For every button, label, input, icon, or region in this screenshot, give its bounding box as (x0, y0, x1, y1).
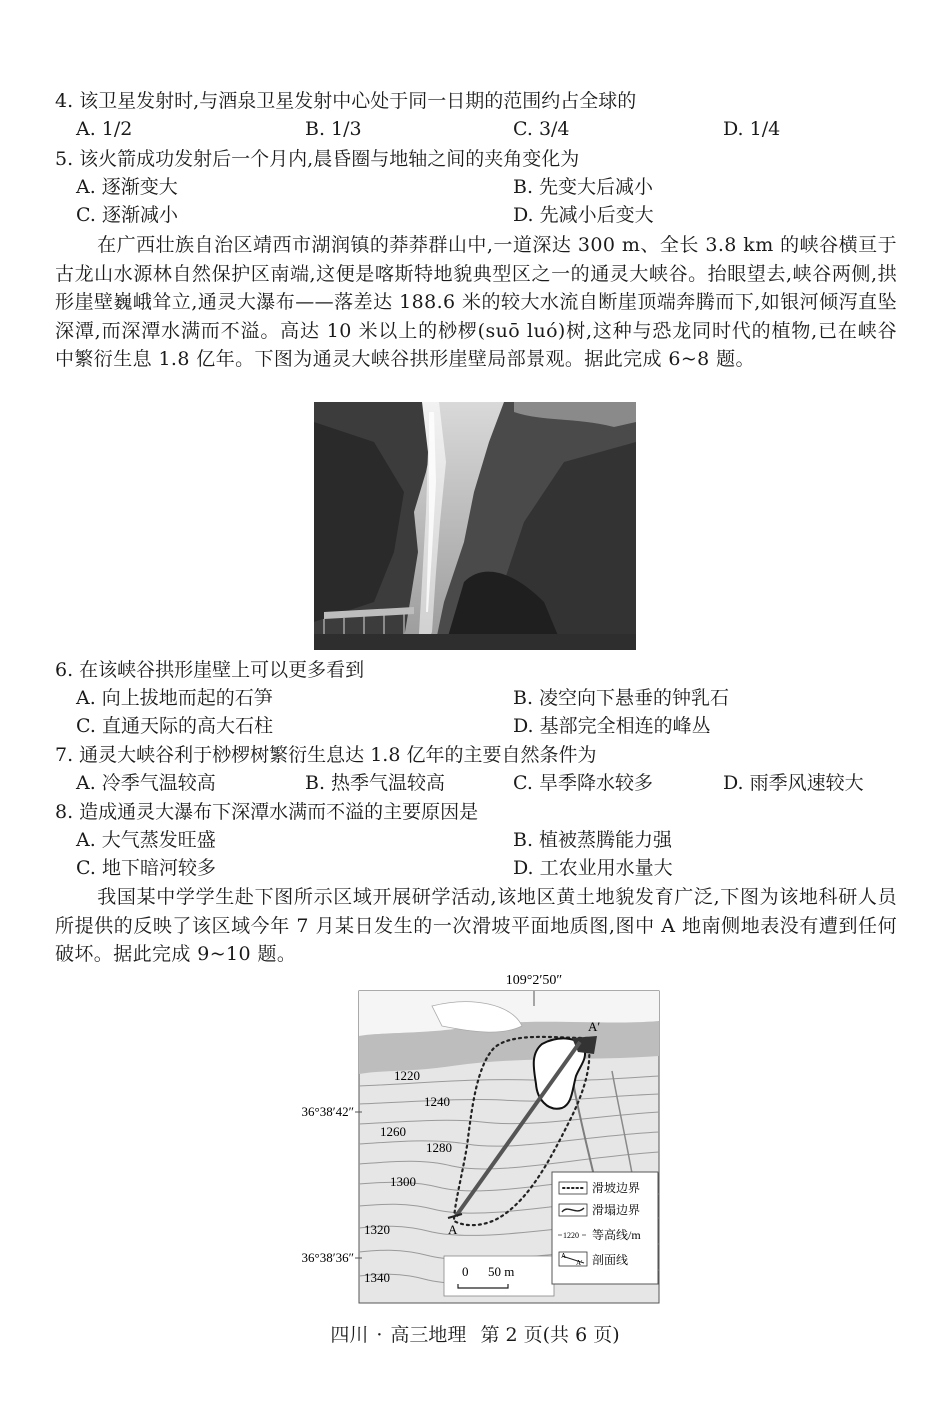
q4-stem: 4. 该卫星发射时,与酒泉卫星发射中心处于同一日期的范围约占全球的 (55, 90, 637, 112)
footer-subject: 高三地理 (390, 1324, 467, 1346)
footer-region: 四川 (330, 1324, 369, 1346)
q5-option-c: C. 逐渐减小 (76, 204, 178, 226)
q5-option-a: A. 逐渐变大 (76, 176, 178, 198)
contour-label-1320: 1320 (364, 1222, 390, 1237)
latitude-label-top: 36°38′42″ (301, 1104, 354, 1119)
contour-label-1280: 1280 (426, 1140, 452, 1155)
legend-contour-sample: 1220 (563, 1231, 579, 1240)
q8-option-a: A. 大气蒸发旺盛 (76, 829, 216, 851)
contour-label-1300: 1300 (390, 1174, 416, 1189)
q7-option-a: A. 冷季气温较高 (76, 772, 216, 794)
q8-option-c: C. 地下暗河较多 (76, 857, 216, 879)
q4-option-b: B. 1/3 (305, 118, 362, 140)
scale-zero: 0 (462, 1264, 469, 1279)
q4-option-a: A. 1/2 (76, 118, 133, 140)
q5-stem: 5. 该火箭成功发射后一个月内,晨昏圈与地轴之间的夹角变化为 (55, 148, 580, 170)
legend-profile-a-prime: A′ (576, 1259, 583, 1267)
footer-dot: · (376, 1324, 383, 1346)
q6-option-b: B. 凌空向下悬垂的钟乳石 (513, 687, 730, 709)
footer-page: 第 2 页(共 6 页) (480, 1324, 620, 1346)
q6-option-d: D. 基部完全相连的峰丛 (513, 715, 711, 737)
q8-option-d: D. 工农业用水量大 (513, 857, 673, 879)
point-a-prime: A′ (588, 1019, 601, 1034)
q7-stem: 7. 通灵大峡谷利于桫椤树繁衍生息达 1.8 亿年的主要自然条件为 (55, 744, 597, 766)
legend-collapse-boundary: 滑塌边界 (592, 1203, 641, 1217)
point-a: A (448, 1222, 458, 1237)
latitude-label-bottom: 36°38′36″ (301, 1250, 354, 1265)
q6-stem: 6. 在该峡谷拱形崖壁上可以更多看到 (55, 659, 365, 681)
q5-option-b: B. 先变大后减小 (513, 176, 654, 198)
contour-label-1340: 1340 (364, 1270, 390, 1285)
legend-profile-line: 剖面线 (592, 1253, 629, 1267)
canyon-waterfall-photo (314, 402, 636, 650)
q4-option-d: D. 1/4 (723, 118, 781, 140)
passage-1-text: 在广西壮族自治区靖西市湖润镇的莽莽群山中,一道深达 300 m、全长 3.8 km 的峡谷横亘于古龙山水源林自然保护区南端,这便是喀斯特地貌典型区之一的通灵大峡谷。抬眼望去,峡谷两侧,拱形崖壁巍峨耸立,通灵大瀑布——落差达 188.6 米的较大水流自断崖顶端奔腾而下,如银河倾泻直坠深潭,而深潭水满而不溢。高达 10 米以上的桫椤(suō luó)树,这种与恐龙同时代的植物,已在峡谷中繁衍生息 1.8 亿年。下图为通灵大峡谷拱形崖壁局部景观。据此完成 6~8 题。 (55, 234, 897, 370)
passage-2-text: 我国某中学学生赴下图所示区域开展研学活动,该地区黄土地貌发育广泛,下图为该地科研人员所提供的反映了该区域今年 7 月某日发生的一次滑坡平面地质图,图中 A 地南侧地表没有遭到任何破坏。据此完成 9~10 题。 (55, 886, 897, 965)
longitude-label: 109°2′50″ (505, 973, 563, 988)
contour-label-1260: 1260 (380, 1124, 406, 1139)
contour-label-1240: 1240 (424, 1094, 450, 1109)
q6-option-a: A. 向上拔地而起的石笋 (76, 687, 273, 709)
passage-landslide (55, 883, 897, 969)
legend-contour-line: 等高线/m (592, 1228, 641, 1242)
page-footer (0, 1322, 950, 1348)
scale-label: 50 m (488, 1264, 515, 1279)
legend-landslide-boundary: 滑坡边界 (592, 1181, 641, 1195)
passage-tongling-canyon (55, 231, 897, 374)
q8-stem: 8. 造成通灵大瀑布下深潭水满而不溢的主要原因是 (55, 801, 479, 823)
contour-label-1220: 1220 (394, 1068, 420, 1083)
legend-profile-a: A (561, 1252, 567, 1260)
q8-option-b: B. 植被蒸腾能力强 (513, 829, 673, 851)
q7-option-b: B. 热季气温较高 (305, 772, 446, 794)
q5-option-d: D. 先减小后变大 (513, 204, 654, 226)
q4-option-c: C. 3/4 (513, 118, 570, 140)
q7-option-d: D. 雨季风速较大 (723, 772, 864, 794)
landslide-geology-map (272, 966, 672, 1306)
q6-option-c: C. 直通天际的高大石柱 (76, 715, 273, 737)
q7-option-c: C. 旱季降水较多 (513, 772, 653, 794)
